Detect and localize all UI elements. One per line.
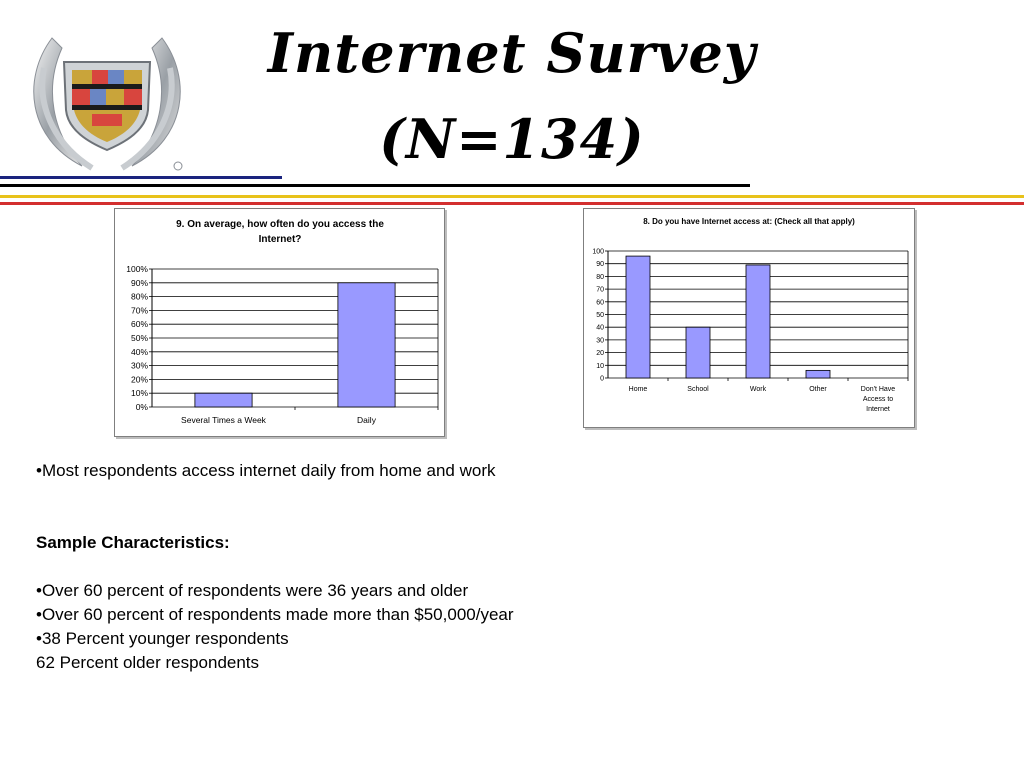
y-tick-label: 50% [130, 332, 148, 343]
x-tick-label: Internet [866, 406, 890, 413]
y-tick-label: 0 [600, 375, 604, 383]
y-tick-label: 80% [130, 291, 148, 302]
bar [338, 283, 395, 407]
chart-title: 8. Do you have Internet access at: (Check all that apply) [643, 217, 855, 226]
y-tick-label: 90% [130, 277, 148, 288]
bullet-daily-access: •Most respondents access internet daily from home and work [36, 461, 496, 480]
chart-panel-access [583, 208, 915, 428]
y-tick-label: 30 [596, 337, 604, 345]
y-tick-label: 50 [596, 311, 604, 319]
stripe-gold [0, 195, 1024, 198]
chart-title-line: Internet? [258, 234, 302, 245]
x-tick-label: Home [628, 386, 648, 393]
chart-panel-frequency [114, 208, 445, 437]
y-tick-label: 0% [135, 401, 148, 412]
y-tick-label: 10 [596, 362, 604, 370]
bullet-income: •Over 60 percent of respondents made more than $50,000/year [36, 605, 514, 624]
notes-block [36, 459, 736, 675]
bar [686, 327, 710, 378]
x-tick-label: School [687, 386, 709, 393]
bullet-age: •Over 60 percent of respondents were 36 years and older [36, 581, 469, 600]
y-tick-label: 100% [126, 263, 148, 274]
bar [626, 256, 650, 378]
y-tick-label: 70 [596, 286, 604, 294]
x-tick-label: Access to [862, 396, 894, 403]
stripe-red [0, 202, 1024, 205]
y-tick-label: 40 [596, 324, 604, 332]
y-tick-label: 60% [130, 319, 148, 330]
bar [195, 393, 252, 407]
x-tick-label: Daily [357, 415, 376, 425]
slide-subtitle: (N=134) [379, 107, 645, 171]
chart-title-line: 9. On average, how often do you access the [176, 219, 384, 230]
sample-characteristics-heading: Sample Characteristics: [36, 533, 230, 552]
y-tick-label: 20 [596, 350, 604, 358]
y-tick-label: 60 [596, 299, 604, 307]
y-tick-label: 90 [596, 261, 604, 269]
x-tick-label: Other [809, 386, 827, 393]
chart-frequency [115, 209, 444, 436]
bar [806, 370, 830, 378]
x-tick-label: Several Times a Week [181, 415, 266, 425]
y-tick-label: 100 [592, 248, 604, 256]
chart-access-location [584, 209, 914, 427]
line-older: 62 Percent older respondents [36, 653, 260, 672]
stripe-navy [0, 176, 282, 179]
x-tick-label: Work [749, 386, 767, 393]
stripe-black [0, 184, 750, 187]
bullet-younger: •38 Percent younger respondents [36, 629, 289, 648]
y-tick-label: 10% [130, 388, 148, 399]
y-tick-label: 80 [596, 273, 604, 281]
x-tick-label: Don't Have [860, 386, 896, 393]
slide-title: Internet Survey [267, 21, 757, 85]
cadillac-crest-icon [22, 18, 192, 178]
y-tick-label: 70% [130, 305, 148, 316]
y-tick-label: 40% [130, 346, 148, 357]
y-tick-label: 20% [130, 374, 148, 385]
bar [746, 265, 770, 378]
y-tick-label: 30% [130, 360, 148, 371]
